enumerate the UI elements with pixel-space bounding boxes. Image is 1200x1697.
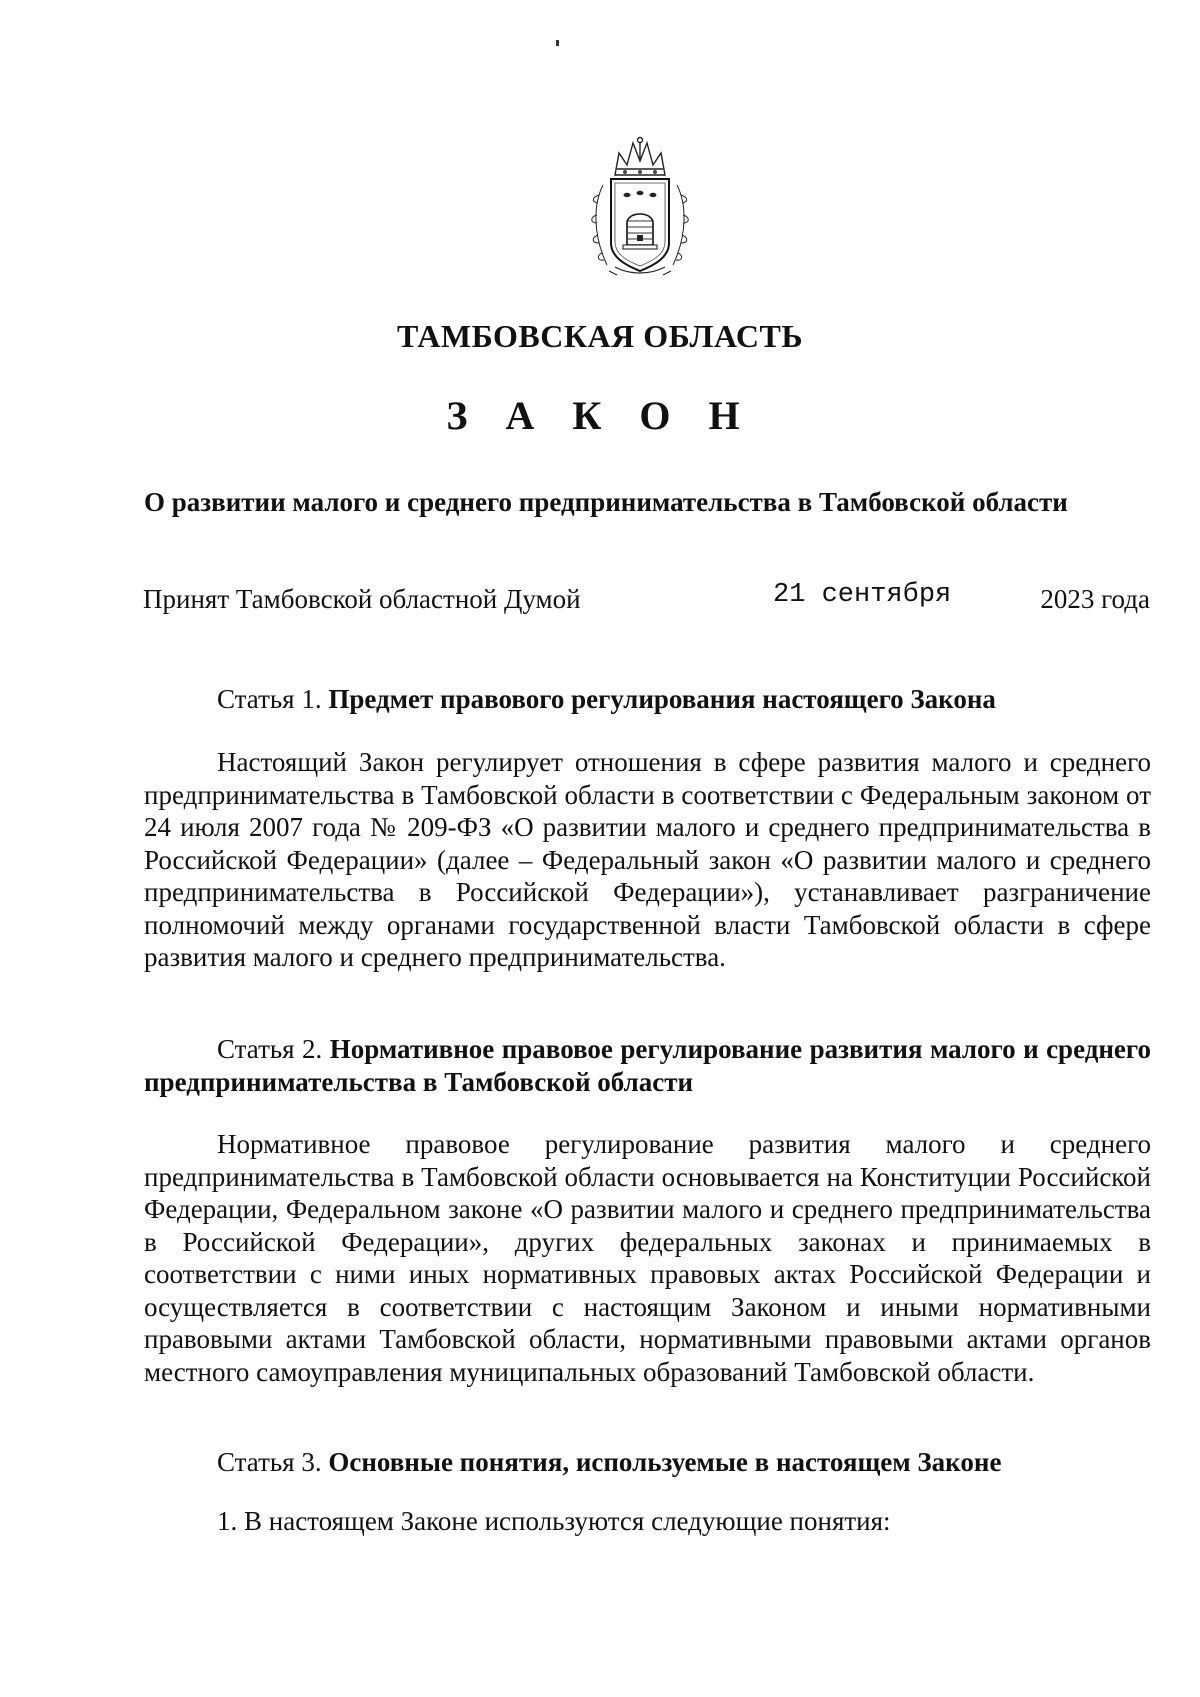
- scan-mark: [556, 40, 559, 46]
- document-type: З А К О Н: [446, 393, 754, 438]
- article-3-number: Статья 3.: [217, 1447, 322, 1477]
- article-2-heading: [144, 1033, 1151, 1099]
- tambov-coat-of-arms-icon: [585, 135, 695, 285]
- article-3-title: Основные понятия, используемые в настоящем Законе: [328, 1447, 1002, 1477]
- article-2-number: Статья 2.: [217, 1034, 323, 1064]
- article-3-heading: [144, 1446, 1151, 1479]
- article-3-text: 1. В настоящем Законе используются следующие понятия:: [217, 1506, 891, 1536]
- article-2-text: Нормативное правовое регулирование развития малого и среднего предпринимательства в Тамбовской области основывается на Конституции Российской Федерации, Федеральном законе «О развитии малого и среднего предпринимательства в Российской Федерации», других федеральных законах и принимаемых в соответствии с ними иных нормативных правовых актах Российской Федерации и осуществляется в соответствии с настоящим Законом и иными нормативными правовыми актами Тамбовской области, нормативными правовыми актами органов местного самоуправления муниципальных образований Тамбовской области.: [144, 1129, 1151, 1387]
- article-1-number: Статья 1.: [217, 684, 322, 714]
- article-1-title: Предмет правового регулирования настоящего Закона: [328, 684, 996, 714]
- adoption-line: [143, 580, 1150, 620]
- article-1-text: Настоящий Закон регулирует отношения в сфере развития малого и среднего предпринимательства в Тамбовской области в соответствии с Федеральным законом от 24 июля 2007 года № 209-ФЗ «О развитии малого и среднего предпринимательства в Российской Федерации» (далее – Федеральный закон «О развитии малого и среднего предпринимательства в Российской Федерации»), устанавливает разграничение полномочий между органами государственной власти Тамбовской области в сфере развития малого и среднего предпринимательства.: [144, 747, 1151, 972]
- adoption-year: 2023 года: [1040, 584, 1150, 614]
- adoption-label: Принят Тамбовской областной Думой: [143, 584, 581, 614]
- region-title: ТАМБОВСКАЯ ОБЛАСТЬ: [397, 318, 803, 354]
- article-1-heading: [144, 683, 1151, 716]
- law-subject: О развитии малого и среднего предпринимательства в Тамбовской области: [144, 487, 1068, 517]
- adoption-date: 21 сентября: [773, 580, 952, 610]
- article-2-title: Нормативное правовое регулирование развития малого и среднего предпринимательства в Тамбовской области: [144, 1034, 1151, 1097]
